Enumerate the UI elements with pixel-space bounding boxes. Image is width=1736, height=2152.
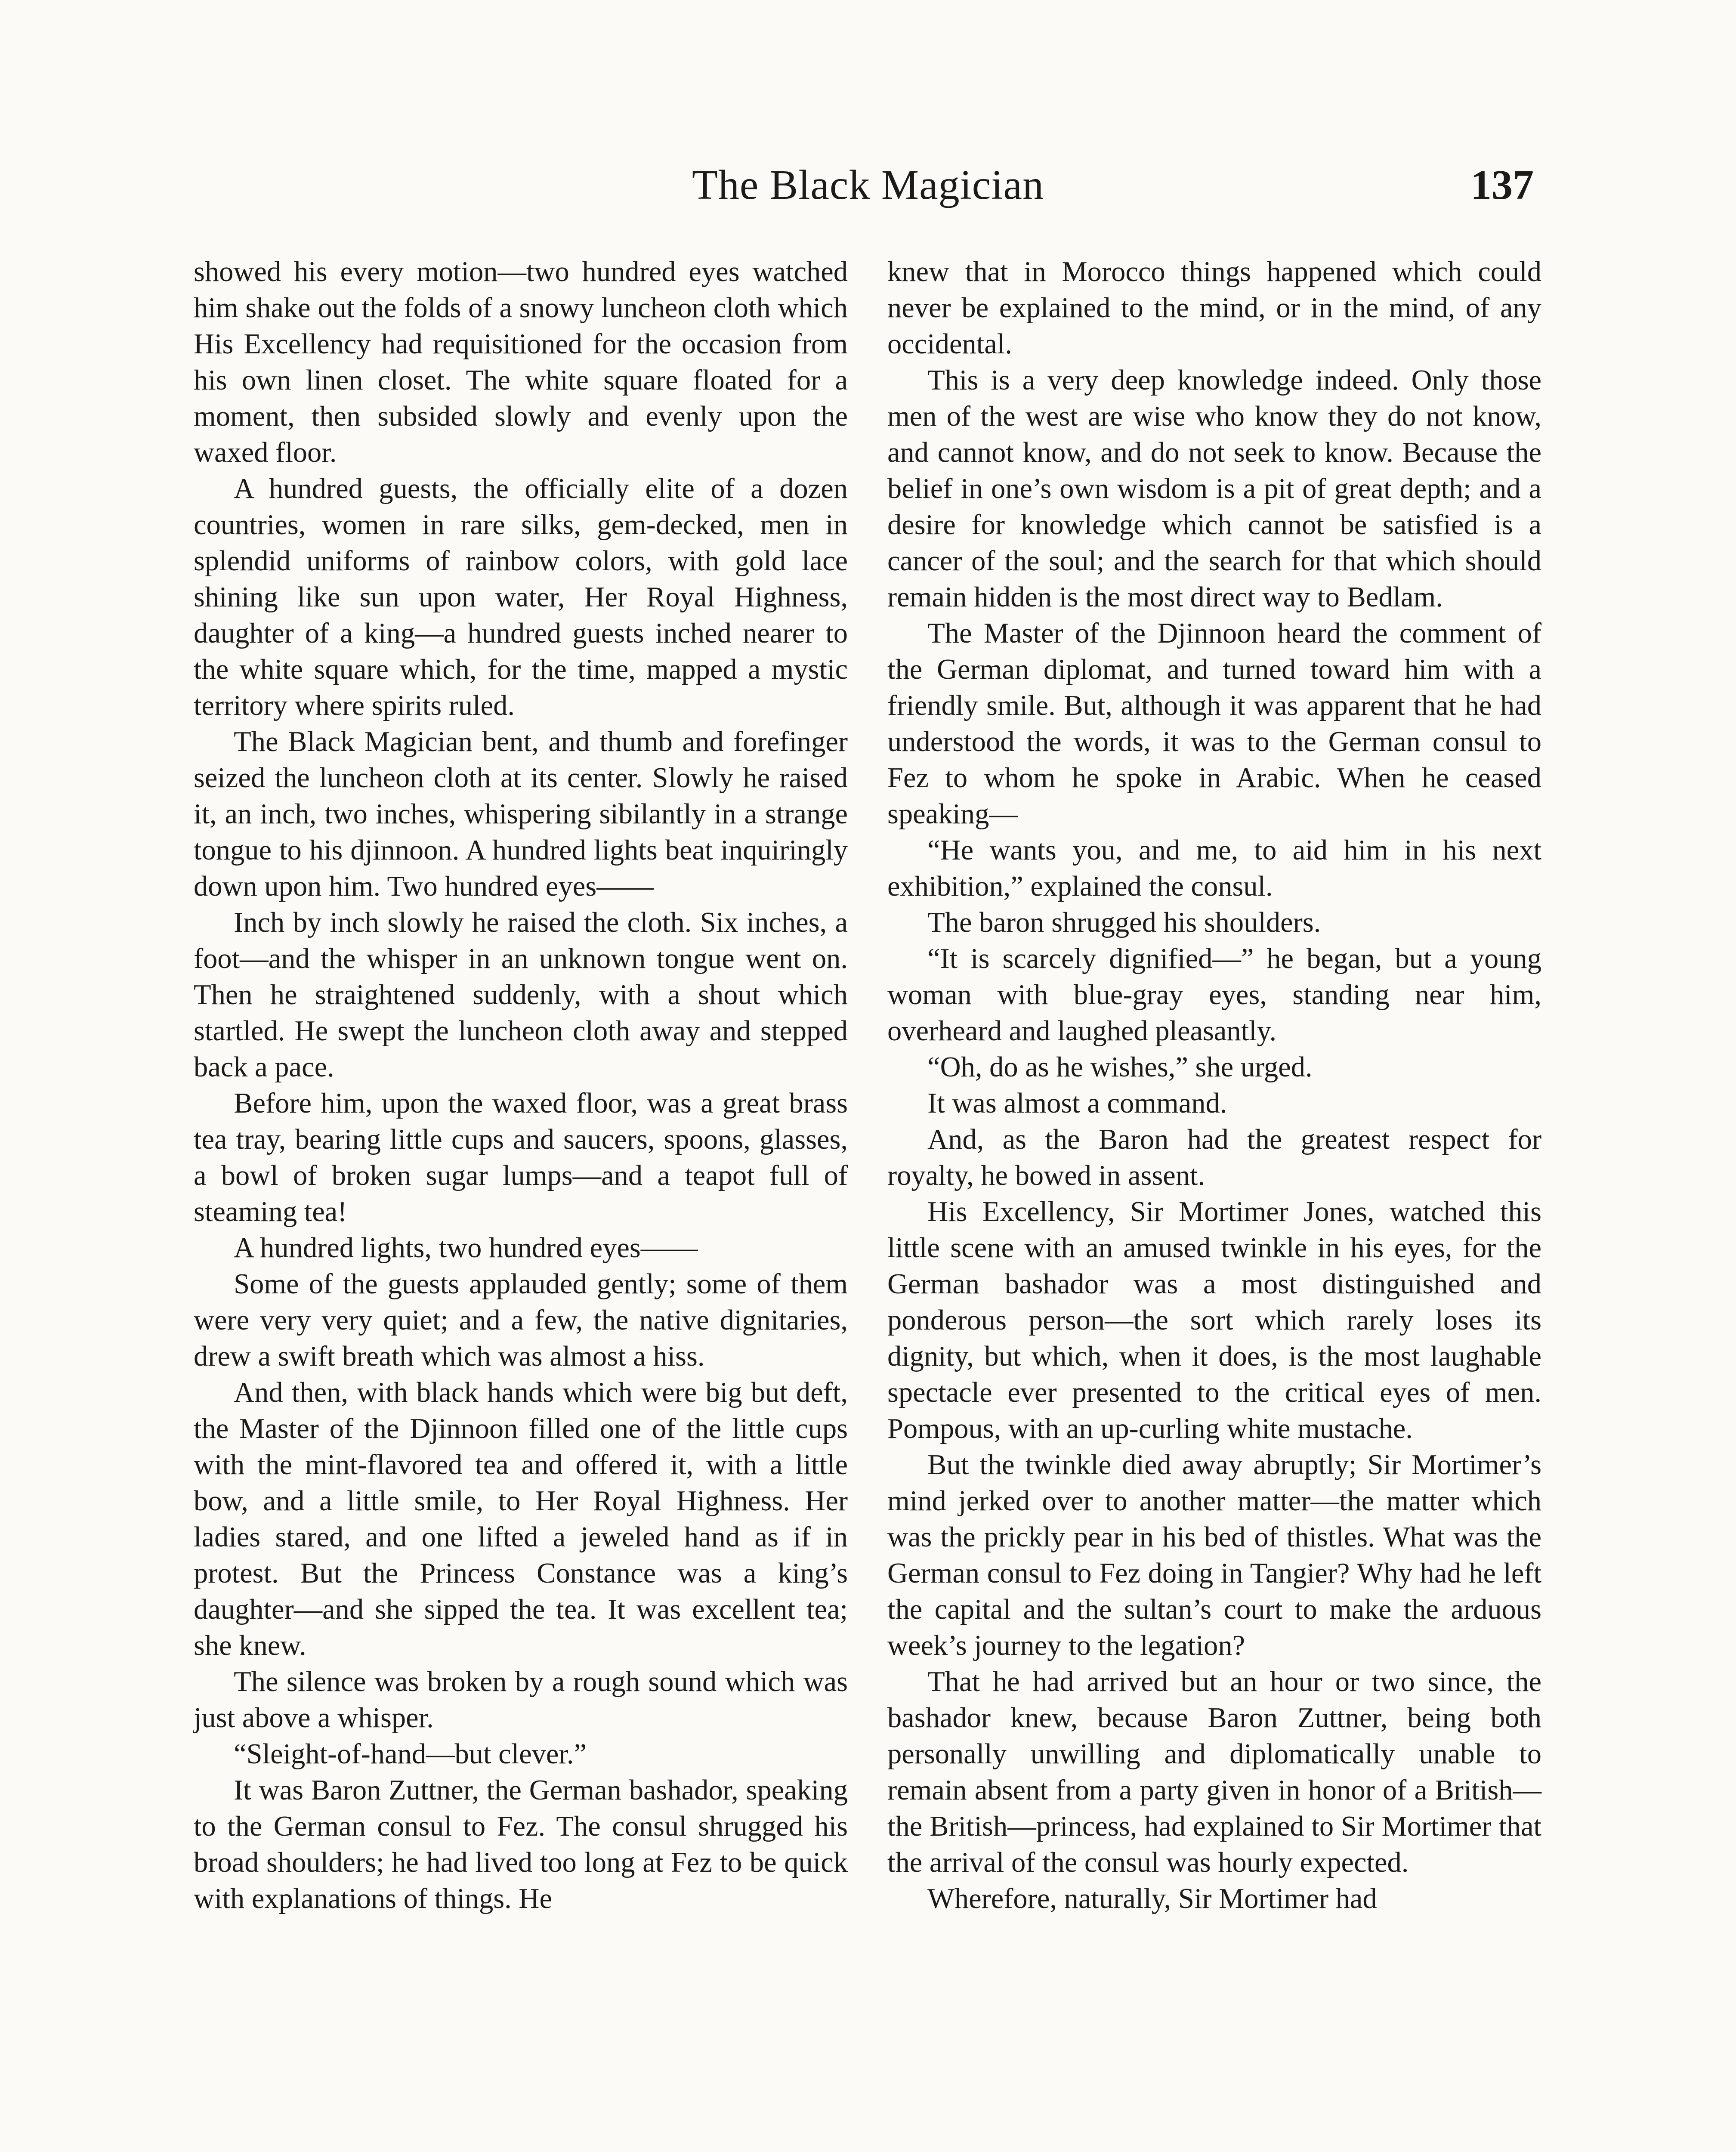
chapter-title: The Black Magician — [692, 162, 1044, 208]
paragraph: The silence was broken by a rough sound which was just above a whisper. — [194, 1666, 848, 1734]
running-header — [0, 155, 1736, 215]
paragraph: “He wants you, and me, to aid him in his next exhibition,” explained the consul. — [887, 835, 1541, 902]
left-column — [194, 254, 848, 1917]
paragraph: The Black Magician bent, and thumb and forefinger seized the luncheon cloth at its center. Slowly he raised it, an inch, two inches, whispering sibilantly in a strange tongue to his djinnoon. A hundred lights beat inquiringly down upon him. Two hundred eyes—— — [194, 726, 848, 902]
paragraph: “Sleight-of-hand—but clever.” — [234, 1738, 587, 1770]
paragraph: Wherefore, naturally, Sir Mortimer had — [927, 1883, 1377, 1914]
paragraph: And then, with black hands which were big but deft, the Master of the Djinnoon filled one of the little cups with the mint-flavored tea and offered it, with a little bow, and a little smile, to Her Royal Highness. Her ladies stared, and one lifted a jeweled hand as if in protest. But the Princess Constance was a king’s daughter—and she sipped the tea. It was excellent tea; she knew. — [194, 1377, 848, 1661]
paragraph: It was Baron Zuttner, the German bashador, speaking to the German consul to Fez. The consul shrugged his broad shoulders; he had lived too long at Fez to be quick with explanations of things. He — [194, 1775, 848, 1914]
paragraph: The baron shrugged his shoulders. — [927, 907, 1321, 938]
paragraph: “Oh, do as he wishes,” she urged. — [927, 1051, 1313, 1083]
paragraph: Some of the guests applauded gently; some of them were very very quiet; and a few, the native dignitaries, drew a swift breath which was almost a hiss. — [194, 1268, 848, 1372]
page-number: 137 — [1470, 162, 1534, 208]
paragraph: This is a very deep knowledge indeed. Only those men of the west are wise who know they do not know, and cannot know, and do not seek to know. Because the belief in one’s own wisdom is a pit of great depth; and a desire for knowledge which cannot be satisfied is a cancer of the soul; and the search for that which should remain hidden is the most direct way to Bedlam. — [887, 365, 1541, 613]
paragraph: The Master of the Djinnoon heard the comment of the German diplomat, and turned toward him with a friendly smile. But, although it was apparent that he had understood the words, it was to the German consul to Fez to whom he spoke in Arabic. When he ceased speaking— — [887, 618, 1541, 830]
paragraph: showed his every motion—two hundred eyes watched him shake out the folds of a snowy luncheon cloth which His Excellency had requisitioned for the occasion from his own linen closet. The white square floated for a moment, then subsided slowly and evenly upon the waxed floor. — [194, 256, 848, 468]
paragraph: That he had arrived but an hour or two since, the bashador knew, because Baron Zuttner, being both personally unwilling and diplomatically unable to remain absent from a party given in honor of a British—the British—princess, had explained to Sir Mortimer that the arrival of the consul was hourly expected. — [887, 1666, 1541, 1878]
paragraph: A hundred guests, the officially elite of a dozen countries, women in rare silks, gem-decked, men in splendid uniforms of rainbow colors, with gold lace shining like sun upon water, Her Royal Highness, daughter of a king—a hundred guests inched nearer to the white square which, for the time, mapped a mystic territory where spirits ruled. — [194, 473, 848, 721]
paragraph: Inch by inch slowly he raised the cloth. Six inches, a foot—and the whisper in an unknown tongue went on. Then he straightened suddenly, with a shout which startled. He swept the luncheon cloth away and stepped back a pace. — [194, 907, 848, 1083]
paragraph: It was almost a command. — [927, 1088, 1227, 1119]
paragraph: A hundred lights, two hundred eyes—— — [234, 1232, 698, 1264]
paragraph: And, as the Baron had the greatest respect for royalty, he bowed in assent. — [887, 1124, 1541, 1191]
right-column — [887, 254, 1541, 1917]
paragraph: “It is scarcely dignified—” he began, but a young woman with blue-gray eyes, standing near him, overheard and laughed pleasantly. — [887, 943, 1541, 1047]
paragraph: Before him, upon the waxed floor, was a great brass tea tray, bearing little cups and saucers, spoons, glasses, a bowl of broken sugar lumps—and a teapot full of steaming tea! — [194, 1088, 848, 1228]
paragraph: knew that in Morocco things happened which could never be explained to the mind, or in the mind, of any occidental. — [887, 256, 1541, 360]
paragraph: But the twinkle died away abruptly; Sir Mortimer’s mind jerked over to another matter—the matter which was the prickly pear in his bed of thistles. What was the German consul to Fez doing in Tangier? Why had he left the capital and the sultan’s court to make the arduous week’s journey to the legation? — [887, 1449, 1541, 1661]
paragraph: His Excellency, Sir Mortimer Jones, watched this little scene with an amused twinkle in his eyes, for the German bashador was a most distinguished and ponderous person—the sort which rarely loses its dignity, but which, when it does, is the most laughable spectacle ever presented to the critical eyes of men. Pompous, with an up-curling white mustache. — [887, 1196, 1541, 1444]
